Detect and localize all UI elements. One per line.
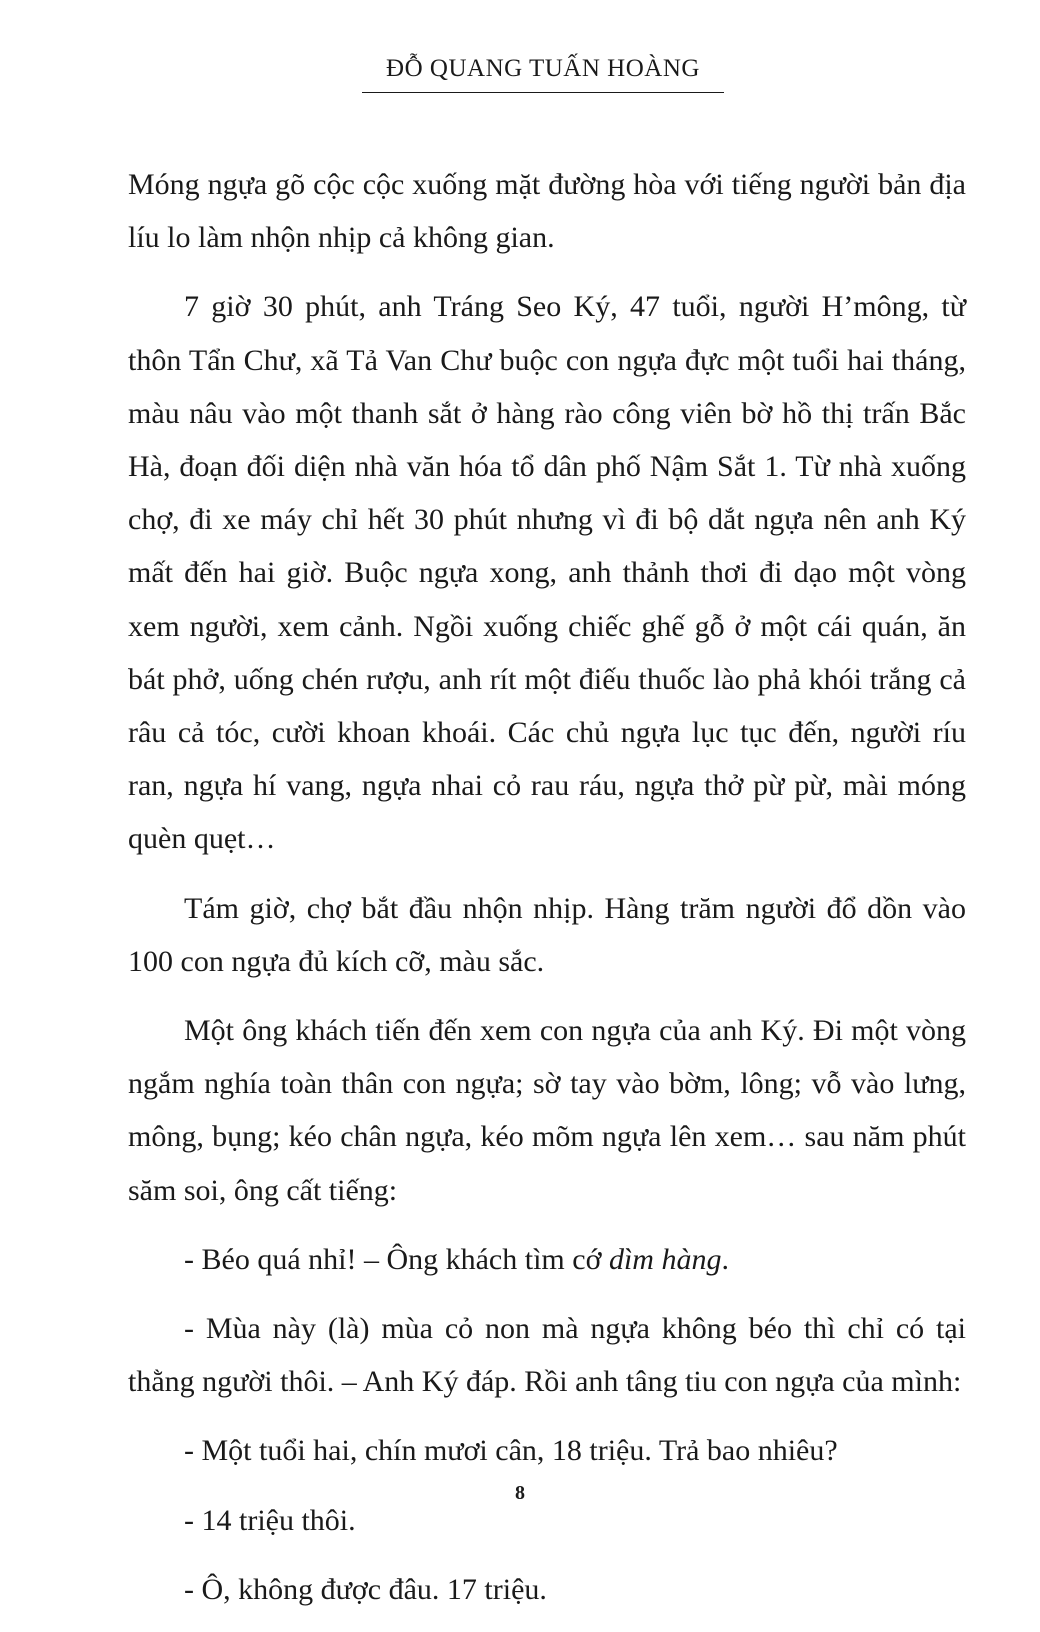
body-text bbox=[128, 158, 966, 1632]
paragraph: Móng ngựa gõ cộc cộc xuống mặt đường hòa với tiếng người bản địa líu lo làm nhộn nhịp cả không gian. bbox=[128, 168, 966, 255]
paragraph: Một ông khách tiến đến xem con ngựa của anh Ký. Đi một vòng ngắm nghía toàn thân con ngựa; sờ tay vào bờm, lông; vỗ vào lưng, mông, bụng; kéo chân ngựa, kéo mõm ngựa lên xem… sau năm phút săm soi, ông cất tiếng: bbox=[128, 1014, 966, 1207]
dialogue-line: - Mùa này (là) mùa cỏ non mà ngựa không béo thì chỉ có tại thằng người thôi. – Anh Ký đáp. Rồi anh tâng tiu con ngựa của mình: bbox=[128, 1312, 966, 1399]
italic-phrase: dìm hàng bbox=[608, 1242, 722, 1276]
dialogue-line: - Một tuổi hai, chín mươi cân, 18 triệu. Trả bao nhiêu? bbox=[184, 1434, 838, 1468]
paragraph: Tám giờ, chợ bắt đầu nhộn nhịp. Hàng trăm người đổ dồn vào 100 con ngựa đủ kích cỡ, màu sắc. bbox=[128, 891, 966, 978]
dialogue-punctuation: . bbox=[721, 1242, 729, 1276]
dialogue-text: - Béo quá nhỉ! – Ông khách tìm cớ bbox=[184, 1242, 609, 1276]
paragraph: 7 giờ 30 phút, anh Tráng Seo Ký, 47 tuổi, người H’mông, từ thôn Tẩn Chư, xã Tả Van Chư buộc con ngựa đực một tuổi hai tháng, màu nâu vào một thanh sắt ở hàng rào công viên bờ hồ thị trấn Bắc Hà, đoạn đối diện nhà văn hóa tổ dân phố Nậm Sắt 1. Từ nhà xuống chợ, đi xe máy chỉ hết 30 phút nhưng vì đi bộ dắt ngựa nên anh Ký mất đến hai giờ. Buộc ngựa xong, anh thảnh thơi đi dạo một vòng xem người, xem cảnh. Ngồi xuống chiếc ghế gỗ ở một cái quán, ăn bát phở, uống chén rượu, anh rít một điếu thuốc lào phả khói trắng cả râu cả tóc, cười khoan khoái. Các chủ ngựa lục tục đến, người ríu ran, ngựa hí vang, ngựa nhai cỏ rau ráu, ngựa thở pừ pừ, mài móng quèn quẹt… bbox=[128, 290, 966, 856]
dialogue-line: - Ô, không được đâu. 17 triệu. bbox=[184, 1572, 547, 1606]
running-head: ĐỖ QUANG TUẤN HOÀNG bbox=[386, 55, 700, 82]
dialogue-line: - 14 triệu thôi. bbox=[184, 1503, 356, 1537]
header-rule bbox=[362, 92, 724, 93]
dialogue-line bbox=[128, 1233, 966, 1286]
page-number: 8 bbox=[515, 1482, 525, 1504]
